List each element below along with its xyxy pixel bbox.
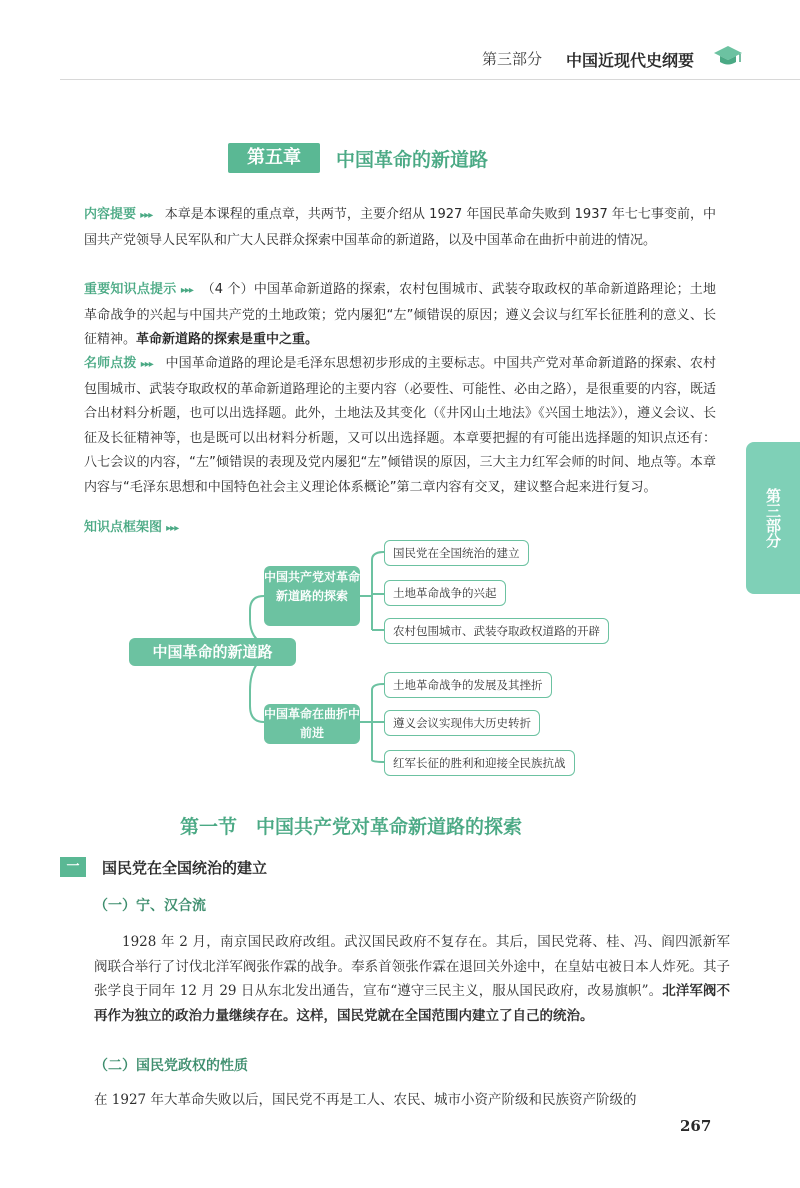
- section-title: 第一节 中国共产党对革命新道路的探索: [180, 816, 523, 838]
- key-points-paragraph: [84, 278, 716, 353]
- mindmap-leaf-node: 国民党在全国统治的建立: [384, 540, 529, 566]
- mindmap-branch-node: 中国革命在曲折中前进: [264, 704, 360, 744]
- header-part-label: 第三部分: [482, 50, 543, 68]
- mindmap-root-node: 中国革命的新道路: [129, 638, 296, 666]
- summary-text: 本章是本课程的重点章，共两节，主要介绍从 1927 年国民革命失败到 1937 年七七事变前，中国共产党领导人民军队和广大人民群众探索中国革命的新道路，以及中国革命在曲折中前进的情况。: [84, 207, 716, 248]
- mindmap-leaf-node: 土地革命战争的发展及其挫折: [384, 672, 552, 698]
- subsection-title: 国民党在全国统治的建立: [102, 859, 268, 877]
- key-points-text: （4 个）中国革命新道路的探索，农村包围城市、武装夺取政权的革命新道路理论；土地革命战争的兴起与中国共产党的土地政策；党内屡犯“左”倾错误的原因；遵义会议与红军长征胜利的意义、长征精神。: [84, 282, 716, 348]
- chapter-title: 中国革命的新道路: [336, 149, 489, 171]
- header-divider: [60, 79, 800, 80]
- summary-paragraph: [84, 203, 716, 253]
- mindmap-leaf-node: 土地革命战争的兴起: [384, 580, 506, 606]
- side-part-tab[interactable]: 第三部分: [746, 442, 800, 594]
- body-paragraph-emphasis: 北洋军阀不再作为独立的政治力量继续存在。这样，国民党就在全国范围内建立了自己的统治。: [94, 983, 730, 1024]
- teacher-tips-label: 名师点拨: [84, 356, 137, 371]
- page-number: 267: [680, 1117, 712, 1135]
- key-points-emphasis: 革命新道路的探索是重中之重。: [136, 332, 319, 348]
- graduation-cap-icon: [713, 44, 743, 68]
- teacher-tips-paragraph: [84, 352, 716, 501]
- arrow-marker-icon: ▸▸▸: [140, 359, 153, 370]
- framework-label: 知识点框架图: [84, 520, 163, 535]
- mindmap-leaf-node: 农村包围城市、武装夺取政权道路的开辟: [384, 618, 609, 644]
- arrow-marker-icon: ▸▸▸: [166, 523, 179, 534]
- subsubsection-heading: （二）国民党政权的性质: [94, 1058, 248, 1074]
- mindmap-leaf-node: 红军长征的胜利和迎接全民族抗战: [384, 750, 575, 776]
- body-paragraph: [94, 930, 730, 1028]
- header-book-title: 中国近现代史纲要: [566, 51, 695, 70]
- arrow-marker-icon: ▸▸▸: [140, 210, 153, 221]
- arrow-marker-icon: ▸▸▸: [180, 285, 193, 296]
- body-paragraph: [94, 1088, 730, 1113]
- body-paragraph-text: 在 1927 年大革命失败以后，国民党不再是工人、农民、城市小资产阶级和民族资产阶级的: [94, 1092, 637, 1108]
- subsubsection-heading: （一）宁、汉合流: [94, 898, 206, 914]
- framework-heading: [84, 516, 178, 535]
- summary-label: 内容提要: [84, 207, 137, 222]
- mindmap-branch-node: 中国共产党对革命新道路的探索: [264, 566, 360, 626]
- mindmap-leaf-node: 遵义会议实现伟大历史转折: [384, 710, 540, 736]
- subsection-number-badge: 一: [60, 857, 86, 877]
- key-points-label: 重要知识点提示: [84, 282, 177, 297]
- body-paragraph-text: 1928 年 2 月，南京国民政府改组。武汉国民政府不复存在。其后，国民党蒋、桂、冯、阎四派新军阀联合举行了讨伐北洋军阀张作霖的战争。奉系首领张作霖在退回关外途中，在皇姑屯被日本人炸死。其子张学良于同年 12 月 29 日从东北发出通告，宣布“遵守三民主义，服从国民政府，改易旗帜”。: [94, 934, 730, 999]
- teacher-tips-text: 中国革命道路的理论是毛泽东思想初步形成的主要标志。中国共产党对革命新道路的探索、农村包围城市、武装夺取政权的革命新道路理论的主要内容（必要性、可能性、必由之路），是很重要的内容，既适合出材料分析题，也可以出选择题。此外，土地法及其变化（《井冈山土地法》《兴国土地法》），遵义会议、长征及长征精神等，也是既可以出材料分析题，又可以出选择题。本章要把握的有可能出选择题的知识点还有：八七会议的内容，“左”倾错误的表现及党内屡犯“左”倾错误的原因，三大主力红军会师的时间、地点等。本章内容与“毛泽东思想和中国特色社会主义理论体系概论”第二章内容有交叉，建议整合起来进行复习。: [84, 356, 716, 495]
- chapter-badge: 第五章: [228, 143, 320, 173]
